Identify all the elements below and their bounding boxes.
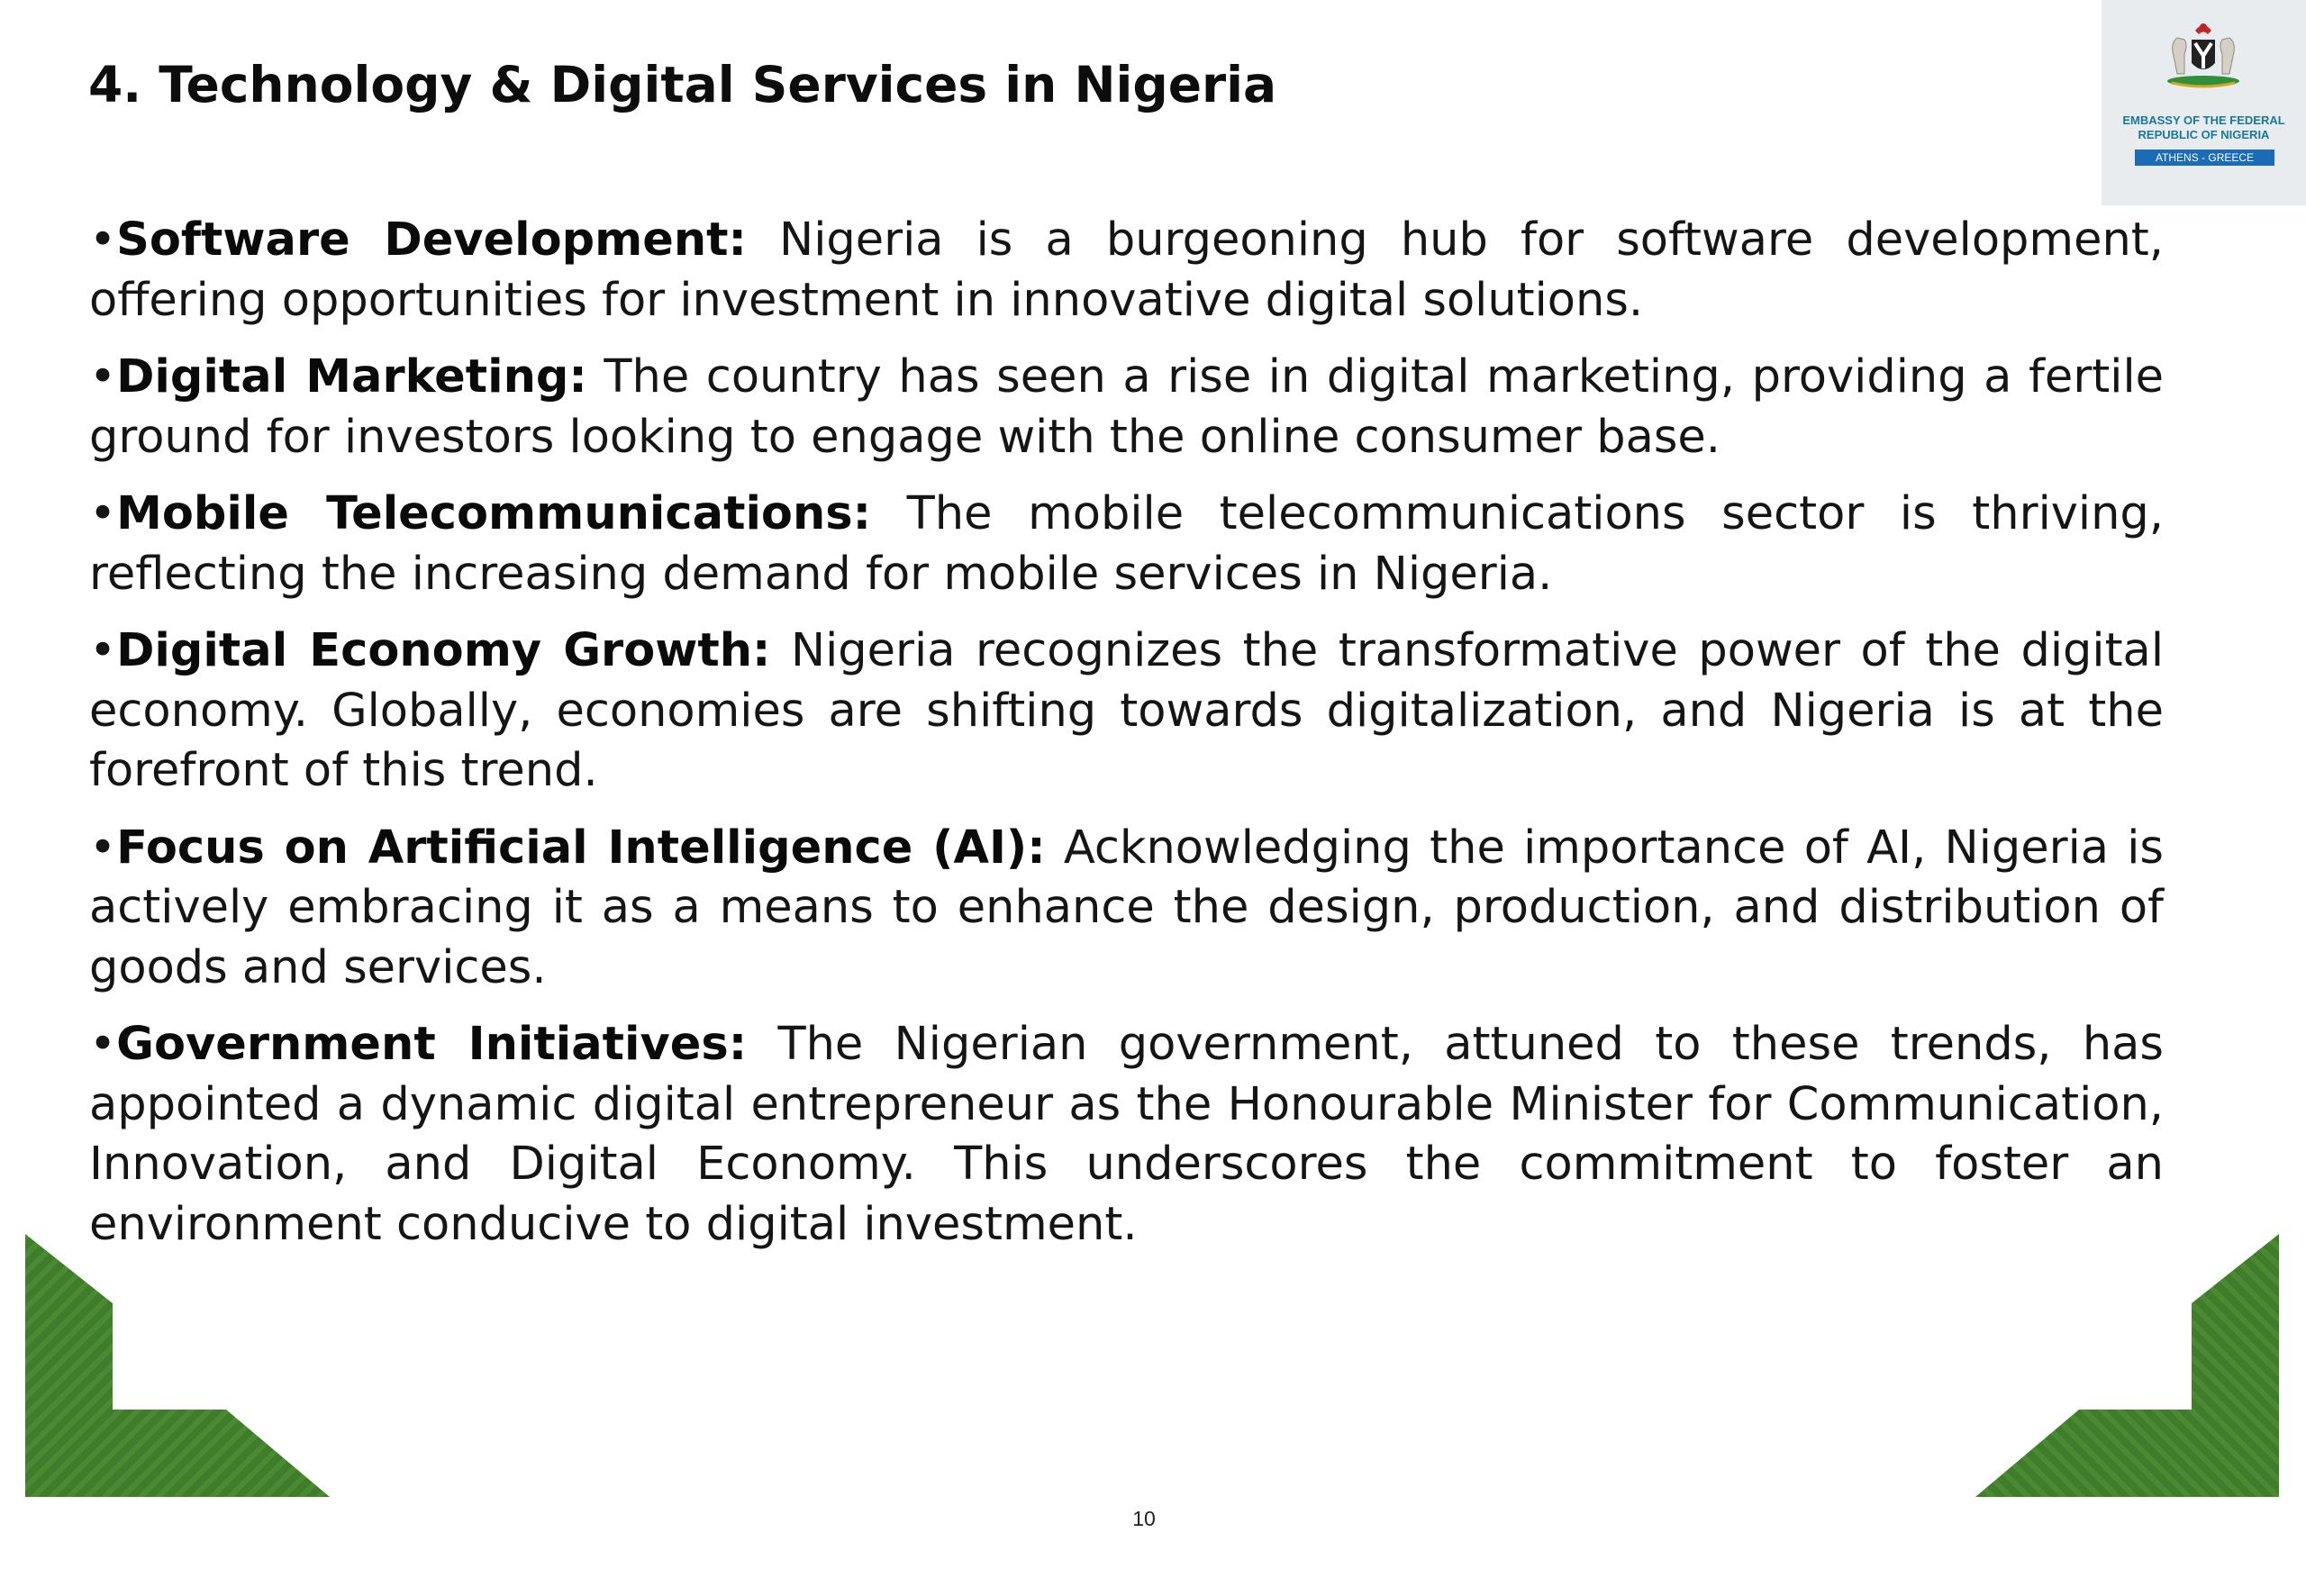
bullet-text: Nigeria is a burgeoning hub for software development, offering opportunities for investment in innovative digital solutions. bbox=[89, 213, 2164, 327]
bullet-marker: • bbox=[89, 1018, 117, 1071]
bullet-item bbox=[89, 819, 2164, 999]
bullet-marker: • bbox=[89, 624, 117, 677]
bullet-text: Acknowledging the importance of AI, Nigeria is actively embracing it as a means to enhance the design, production, and distribution of goods and services. bbox=[89, 821, 2164, 994]
bullet-heading: Mobile Telecommunications: bbox=[116, 487, 872, 540]
bullet-marker: • bbox=[89, 821, 117, 875]
logo-line-1: EMBASSY OF THE FEDERAL bbox=[2122, 113, 2285, 127]
bullet-text: The country has seen a rise in digital marketing, providing a fertile ground for investors looking to engage with the online consumer base. bbox=[89, 350, 2164, 464]
bullet-marker: • bbox=[89, 350, 117, 404]
bullet-heading: Digital Economy Growth: bbox=[116, 624, 771, 677]
bullet-heading: Digital Marketing: bbox=[116, 350, 587, 404]
bullet-item bbox=[89, 1015, 2164, 1255]
bullet-marker: • bbox=[89, 487, 117, 540]
bullet-item bbox=[89, 348, 2164, 467]
logo-line-2: REPUBLIC OF NIGERIA bbox=[2138, 128, 2270, 141]
bullet-text: The Nigerian government, attuned to these trends, has appointed a dynamic digital entrepreneur as the Honourable Minister for Communication, Innovation, and Digital Economy. This underscores the commitment to foster an environment conducive to digital investment. bbox=[89, 1018, 2164, 1251]
bullet-marker: • bbox=[89, 213, 117, 267]
bullet-heading: Focus on Artificial Intelligence (AI): bbox=[116, 821, 1046, 875]
corner-decoration-left bbox=[25, 1234, 331, 1500]
bullet-list bbox=[89, 211, 2164, 1272]
embassy-logo bbox=[2102, 0, 2306, 205]
bullet-item bbox=[89, 621, 2164, 802]
bullet-item bbox=[89, 485, 2164, 604]
page-number: 10 bbox=[1132, 1507, 1156, 1530]
corner-decoration-right bbox=[1975, 1234, 2282, 1500]
bullet-text: Nigeria recognizes the transformative power of the digital economy. Globally, economies are shifting towards digitalization, and Nigeria is at the forefront of this trend. bbox=[89, 624, 2164, 797]
logo-location-strip: ATHENS - GREECE bbox=[2135, 150, 2274, 166]
bullet-item bbox=[89, 211, 2164, 331]
bullet-text: The mobile telecommunications sector is thriving, reflecting the increasing demand for mobile services in Nigeria. bbox=[89, 487, 2164, 601]
slide-title: 4. Technology & Digital Services in Nigeria bbox=[88, 56, 1277, 113]
coat-of-arms-icon bbox=[2102, 0, 2306, 117]
bullet-heading: Government Initiatives: bbox=[116, 1018, 748, 1071]
bullet-heading: Software Development: bbox=[116, 213, 747, 267]
